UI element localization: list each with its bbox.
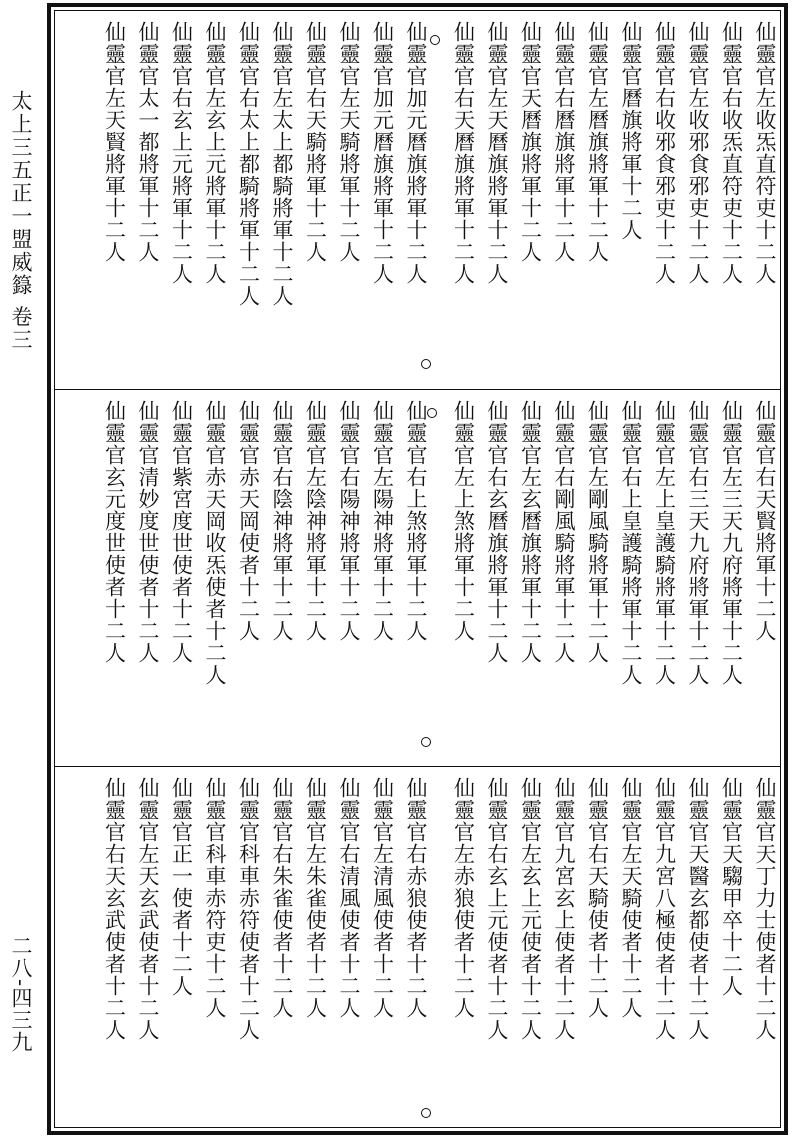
text-column: 仙靈官右上煞將軍十二人 [404, 400, 428, 642]
text-column: 仙靈官右玄上元使者十二人 [485, 777, 509, 1041]
text-column: 仙靈官右天騎使者十二人 [585, 777, 610, 1019]
text-column: 仙靈官右玄上元將軍十二人 [169, 21, 194, 285]
text-column: 仙靈官左玄曆旗將軍十二人 [518, 400, 543, 664]
text-column: 仙靈官左收邪食邪吏十二人 [686, 21, 710, 285]
text-column: 仙靈官左天曆旗將軍十二人 [485, 21, 509, 285]
text-column: 仙靈官右天曆旗將軍十二人 [451, 21, 476, 285]
text-column: 仙靈官左陽神將軍十二人 [370, 400, 395, 642]
section-circle-mark [430, 35, 440, 45]
text-column: 仙靈官右清風使者十二人 [337, 777, 361, 1019]
text-column: 仙靈官左三天九府將軍十二人 [719, 400, 744, 686]
text-column: 仙靈官左太上都騎將軍十二人 [270, 21, 294, 307]
text-column: 仙靈官左天玄武使者十二人 [136, 777, 160, 1041]
text-column: 仙靈官右收炁直符吏十二人 [719, 21, 744, 285]
text-column: 仙靈官左曆旗將軍十二人 [585, 21, 610, 263]
page-frame [47, 3, 788, 1135]
text-column: 仙靈官左上煞將軍十二人 [451, 400, 476, 642]
text-column: 仙靈官右陰神將軍十二人 [270, 400, 294, 642]
text-column: 仙靈官左天騎將軍十二人 [337, 21, 361, 263]
text-column: 仙靈官右赤狼使者十二人 [404, 777, 428, 1019]
text-column: 仙靈官左上皇護騎將軍十二人 [652, 400, 677, 686]
text-column: 仙靈官紫宮度世使者十二人 [169, 400, 194, 664]
text-column: 仙靈官左清風使者十二人 [370, 777, 395, 1019]
text-column: 仙靈官左剛風騎將軍十二人 [585, 400, 610, 664]
text-column: 仙靈官右天賢將軍十二人 [753, 400, 777, 642]
text-column: 仙靈官天丁力士使者十二人 [753, 777, 777, 1041]
text-panel-1 [55, 11, 780, 389]
text-column: 仙靈官左玄上元使者十二人 [518, 777, 543, 1041]
text-column: 仙靈官右曆旗將軍十二人 [552, 21, 576, 263]
text-panel-2 [55, 389, 780, 767]
text-column: 仙靈官右剛風騎將軍十二人 [552, 400, 576, 664]
page-frame-inner [54, 10, 781, 1128]
text-column: 仙靈官左收炁直符吏十二人 [753, 21, 777, 285]
text-column: 仙靈官科車赤符吏十二人 [203, 777, 227, 1019]
text-panel-3 [55, 766, 780, 1138]
text-column: 仙靈官右天玄武使者十二人 [102, 777, 127, 1041]
text-column: 仙靈官左陰神將軍十二人 [303, 400, 328, 642]
text-column: 仙靈官赤天岡收炁使者十二人 [203, 400, 227, 686]
text-column: 仙靈官正一使者十二人 [169, 777, 194, 997]
text-column: 仙靈官右天騎將軍十二人 [303, 21, 328, 263]
text-column: 仙靈官九宮八極使者十二人 [652, 777, 677, 1041]
page-number: 二八-四三九 [9, 935, 33, 1054]
text-column: 仙靈官左赤狼使者十二人 [451, 777, 476, 1019]
text-column: 仙靈官玄元度世使者十二人 [102, 400, 127, 664]
section-circle-mark [421, 1108, 431, 1118]
text-column: 仙靈官右朱雀使者十二人 [270, 777, 294, 1019]
text-column: 仙靈官右玄曆旗將軍十二人 [485, 400, 509, 664]
section-circle-mark [421, 359, 431, 369]
text-column: 仙靈官加元曆旗將軍十二人 [404, 21, 428, 285]
text-column: 仙靈官天醫玄都使者十二人 [686, 777, 710, 1041]
text-column: 仙靈官左天賢將軍十二人 [102, 21, 127, 263]
text-column: 仙靈官加元曆旗將軍十二人 [370, 21, 395, 285]
text-column: 仙靈官天曆旗將軍十二人 [518, 21, 543, 263]
text-column: 仙靈官右收邪食邪吏十二人 [652, 21, 677, 285]
section-circle-mark [421, 737, 431, 747]
text-column: 仙靈官曆旗將軍十二人 [619, 21, 643, 241]
text-column: 仙靈官赤天岡使者十二人 [236, 400, 261, 642]
text-column: 仙靈官右三天九府將軍十二人 [686, 400, 710, 686]
text-column: 仙靈官右陽神將軍十二人 [337, 400, 361, 642]
text-column: 仙靈官科車赤符使者十二人 [236, 777, 261, 1041]
text-column: 仙靈官九宮玄上使者十二人 [552, 777, 576, 1041]
text-column: 仙靈官右上皇護騎將軍十二人 [619, 400, 643, 686]
text-column: 仙靈官太一都將軍十二人 [136, 21, 160, 263]
text-column: 仙靈官左天騎使者十二人 [619, 777, 643, 1019]
text-column: 仙靈官左玄上元將軍十二人 [203, 21, 227, 285]
text-column: 仙靈官右太上都騎將軍十二人 [236, 21, 261, 307]
text-column: 仙靈官清妙度世使者十二人 [136, 400, 160, 664]
volume-title: 太上三五正一盟威籙 卷三 [9, 90, 33, 352]
text-column: 仙靈官天騶甲卒十二人 [719, 777, 744, 997]
text-column: 仙靈官左朱雀使者十二人 [303, 777, 328, 1019]
